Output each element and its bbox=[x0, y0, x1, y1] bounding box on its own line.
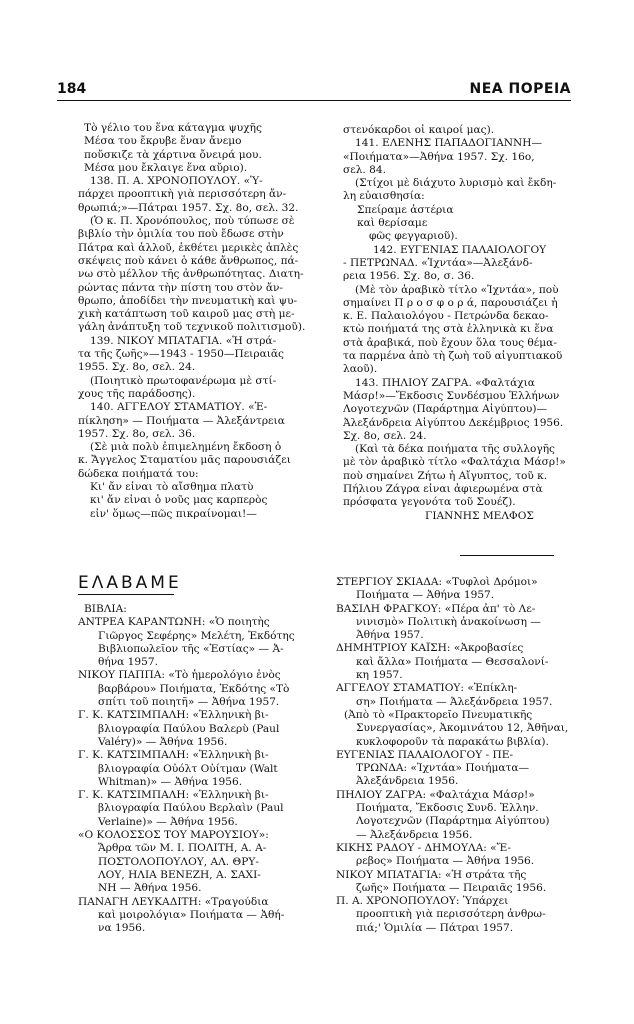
col1-line: εἶν' ὅμως—πῶς πικραίνομαι!— bbox=[90, 507, 257, 520]
col4-line: ρεβος» Ποιήματα — Ἀθήνα 1956. bbox=[356, 855, 535, 868]
col1-line: θρωπιά;»—Πάτραι 1957. Σχ. 8ο, σελ. 32. bbox=[78, 201, 299, 214]
col3-line: Whitman)» — Ἀθήνα 1956. bbox=[98, 775, 243, 788]
col3-line: βλιογραφία Παύλου Βαλερὺ (Paul bbox=[98, 722, 280, 735]
col4-line: ΤΡΩΝΔΑ: «Ἰχντάα» Ποιήματα— bbox=[356, 762, 530, 775]
col3-line: ΑΝΤΡΕΑ ΚΑΡΑΝΤΩΝΗ: «Ὁ ποιητὴς bbox=[78, 616, 270, 629]
journal-title: ΝΕΑ ΠΟΡΕΙΑ bbox=[469, 81, 571, 97]
col2-line: τα παρμένα ἀπὸ τὴ ζωὴ τοῦ αἰγυπτιακοῦ bbox=[343, 350, 563, 363]
col1-line: δώδεκα ποιήματά του: bbox=[78, 467, 199, 480]
col2-line: Σχ. 8ο, σελ. 24. bbox=[343, 429, 427, 442]
col4-line: ΣΤΕΡΓΙΟΥ ΣΚΙΑΔΑ: «Τυφλοὶ Δρόμοι» bbox=[336, 576, 538, 588]
col3-line: βλιογραφία Οὐόλτ Οὐίτμαν (Walt bbox=[98, 762, 278, 775]
col1-line: τα τῆς ζωῆς»—1943 - 1950—Πειραιᾶς bbox=[78, 348, 284, 361]
col3-line: βλιογραφία Παύλου Βερλαὶν (Paul bbox=[98, 802, 284, 815]
col1-line: θρωπο, ἀποδίδει τὴν πνευματικὴ καὶ ψυ- bbox=[78, 294, 298, 307]
col4-line: ΑΓΓΕΛΟΥ ΣΤΑΜΑΤΙΟΥ: «Ἐπίκλη- bbox=[336, 682, 518, 695]
column-right-bottom bbox=[336, 576, 576, 935]
col4-line: νινισμὸ» Πολιτικὴ ἀνακοίνωση — bbox=[356, 615, 541, 628]
col2-line: καὶ θερίσαμε bbox=[357, 217, 428, 230]
col1-line: χους τῆς παράδοσης). bbox=[78, 387, 196, 400]
col1-line: σκέψεις ποὺ κάνει ὁ κάθε ἄνθρωπος, πά- bbox=[78, 254, 299, 267]
col3-line: Verlaine)» — Ἀθήνα 1956. bbox=[98, 815, 238, 828]
col2-line: στενόκαρδοι οἱ καιροί μας). bbox=[343, 124, 495, 136]
col1-line: πάρχει προοπτικὴ γιὰ περισσότερη ἄν- bbox=[78, 188, 287, 201]
column-left-top bbox=[78, 122, 310, 521]
col4-line: κυκλοφοροῦν τὰ παρακάτω βιβλία). bbox=[356, 735, 549, 748]
col2-line: Σπείραμε ἀστέρια bbox=[357, 203, 454, 216]
col1-line: χικὴ κατάπτωση τοῦ καιροῦ μας στὴ με- bbox=[78, 308, 295, 321]
col3-line: καὶ μοιρολόγια» Ποιήματα — Ἀθή- bbox=[98, 908, 285, 921]
col4-line: Ἀλεξάνδρεια 1956. bbox=[356, 775, 459, 788]
signature-rule bbox=[460, 555, 554, 556]
col4-line: — Ἀλεξάνδρεια 1956. bbox=[356, 828, 473, 841]
col2-line: σημαίνει Π ρ ο σ φ ο ρ ά, παρουσιάζει ἡ bbox=[343, 296, 558, 309]
col3-line: Γ. Κ. ΚΑΤΣΙΜΠΑΛΗ: «Ἑλληνικὴ βι- bbox=[78, 789, 269, 802]
col2-line: 143. ΠΗΛΙΟΥ ΖΑΓΡΑ. «Φαλτάχια bbox=[355, 376, 535, 389]
col4-line: Λογοτεχνῶν (Παράρτημα Αἰγύπτου) bbox=[356, 815, 550, 828]
col3-line: ΝΙΚΟΥ ΠΑΠΠΑ: «Τὸ ἡμερολόγιο ἑνὸς bbox=[78, 669, 281, 682]
col1-line: Κι' ἄν εἶναι τὸ αἴσθημα πλατὺ bbox=[90, 481, 254, 494]
col1-line: ρώντας πάντα τὴν πίστη του στὸν ἄν- bbox=[78, 281, 283, 294]
col4-line: ΕΥΓΕΝΙΑΣ ΠΑΛΑΙΟΛΟΓΟΥ - ΠΕ- bbox=[336, 748, 514, 761]
col2-line: σελ. 84. bbox=[343, 163, 387, 176]
page-header bbox=[57, 79, 571, 101]
col1-line: βιβλίο τὴν ὁμιλία του ποὺ ἔδωσε στὴν bbox=[78, 228, 284, 241]
col4-line: Ἀθήνα 1957. bbox=[356, 629, 424, 642]
section-title: ΕΛΑΒΑΜΕ bbox=[78, 573, 182, 593]
col2-line: μὲ τὸν ἀραβικὸ τίτλο «Φαλτάχια Μάσρ!» bbox=[343, 456, 566, 469]
col1-line: (Ποιητικὸ πρωτοφανέρωμα μὲ στί- bbox=[90, 374, 277, 387]
col1-line: (Σὲ μιὰ πολὺ ἐπιμελημένη ἔκδοση ὁ bbox=[90, 441, 282, 454]
col4-line: ΚΙΚΗΣ ΡΑΔΟΥ - ΔΗΜΟΥΛΑ: «Ἔ- bbox=[336, 841, 511, 854]
col3-line: βαρβάρου» Ποιήματα, Ἐκδότης «Τὸ bbox=[98, 682, 290, 695]
col2-line: ποὺ σημαίνει Ζήτω ἡ Αἴγυπτος, τοῦ κ. bbox=[343, 469, 548, 482]
col3-line: ΒΙΒΛΙΑ: bbox=[84, 603, 127, 615]
col4-line: ΒΑΣΙΛΗ ΦΡΑΓΚΟΥ: «Πέρα ἀπ' τὸ Λε- bbox=[336, 602, 536, 615]
col4-line: ΔΗΜΗΤΡΙΟΥ ΚΑΪΣΗ: «Ἀκροβασίες bbox=[336, 642, 524, 655]
col1-line: 1955. Σχ. 8ο, σελ. 24. bbox=[78, 361, 196, 374]
col3-line: ΝΗ — Ἀθήνα 1956. bbox=[98, 882, 202, 895]
col1-line: Τὸ γέλιο του ἕνα κάταγμα ψυχῆς bbox=[84, 122, 262, 134]
col2-line: (Μὲ τὸν ἀραβικὸ τίτλο «Ἰχντάα», ποὺ bbox=[355, 283, 559, 296]
col4-line: προοπτικὴ γιὰ περισσότερη ἀνθρω- bbox=[356, 908, 546, 921]
col3-line: ΠΑΝΑΓΗ ΛΕΥΚΑΔΙΤΗ: «Τραγούδια bbox=[78, 895, 269, 908]
col1-line: ποὔσκιζε τὰ χάρτινα ὄνειρά μου. bbox=[84, 148, 262, 161]
col4-line: Π. Α. ΧΡΟΝΟΠΟΥΛΟΥ: Ὑπάρχει bbox=[336, 895, 509, 908]
col2-line: φῶς φεγγαριοῦ). bbox=[369, 230, 458, 243]
col2-line: 141. ΕΛΕΝΗΣ ΠΑΠΑΔΟΓΙΑΝΝΗ— bbox=[355, 137, 543, 150]
col4-line: Ποιήματα, Ἔκδοσις Συνδ. Ἑλλην. bbox=[356, 802, 539, 815]
col2-line: (Στίχοι μὲ διάχυτο λυρισμὸ καὶ ἔκδη- bbox=[355, 177, 557, 190]
col4-line: καὶ ἄλλα» Ποιήματα — Θεσσαλονί- bbox=[356, 655, 549, 668]
col1-line: Μέσα του ἔκρυβε ἕναν ἄνεμο bbox=[84, 135, 242, 148]
col1-line: κι' ἄν εἶναι ὁ νοῦς μας καρπερὸς bbox=[90, 494, 268, 507]
header-rule bbox=[57, 100, 571, 101]
col2-line: Μάσρ!»—Ἔκδοσις Συνδέσμου Ἑλλήνων bbox=[343, 389, 560, 402]
col3-line: «Ο ΚΟΛΟΣΣΟΣ ΤΟΥ ΜΑΡΟΥΣΙΟΥ»: bbox=[78, 829, 269, 842]
col3-line: Valéry)» — Ἀθήνα 1956. bbox=[98, 735, 228, 748]
col4-line: κη 1957. bbox=[356, 669, 403, 682]
col2-line: 142. ΕΥΓΕΝΙΑΣ ΠΑΛΑΙΟΛΟΓΟΥ bbox=[373, 243, 547, 256]
col4-line: (Ἀπὸ τὸ «Πρακτορεῖο Πνευματικῆς bbox=[344, 708, 533, 721]
col2-line: - ΠΕΤΡΩΝΑΔ. «Ἰχντάα»—Ἀλεξάνδ- bbox=[343, 256, 533, 269]
col1-line: γάλη ἀνάπτυξη τοῦ τεχνικοῦ πολιτισμοῦ). bbox=[78, 321, 306, 334]
col3-line: ΛΟΥ, ΗΛΙΑ ΒΕΝΕΖΗ, Α. ΣΑΧΙ- bbox=[98, 868, 261, 881]
col4-line: ζωῆς» Ποιήματα — Πειραιᾶς 1956. bbox=[356, 881, 547, 894]
col3-line: ΠΟΣΤΟΛΟΠΟΥΛΟΥ, ΑΛ. ΘΡΥ- bbox=[98, 855, 259, 868]
col4-line: Ποιήματα — Ἀθήνα 1957. bbox=[356, 589, 495, 602]
col1-line: πίκληση» — Ποιήματα — Ἀλεξάντρεια bbox=[78, 414, 285, 427]
col2-line: πρόσφατα γεγονότα τοῦ Σουέζ). bbox=[343, 496, 516, 509]
col2-line: ΓΙΑΝΝΗΣ ΜΕΛΦΟΣ bbox=[425, 509, 534, 522]
col3-line: Γ. Κ. ΚΑΤΣΙΜΠΑΛΗ: «Ἑλληνικὴ βι- bbox=[78, 709, 269, 722]
col3-line: να 1956. bbox=[98, 922, 146, 935]
col1-line: Μέσα μου ἔκλαιγε ἕνα αὔριο). bbox=[84, 161, 248, 174]
col2-line: κτὼ ποιήματά της στὰ ἑλληνικὰ κι ἕνα bbox=[343, 323, 554, 336]
col1-line: Πάτρα καὶ ἀλλοῦ, ἐκθέτει μερικὲς ἁπλὲς bbox=[78, 241, 299, 254]
col3-line: σπίτι τοῦ ποιητῆ» — Ἀθήνα 1957. bbox=[98, 696, 280, 709]
page-number: 184 bbox=[57, 81, 87, 97]
col4-line: ση» Ποιήματα — Ἀλεξάνδρεια 1957. bbox=[356, 695, 553, 708]
col2-line: λαοῦ). bbox=[343, 363, 378, 376]
section-title-rule bbox=[78, 594, 174, 595]
col1-line: (Ὁ κ. Π. Χρονόπουλος, ποὺ τύπωσε σὲ bbox=[90, 215, 295, 228]
col2-line: Πήλιου Ζάγρα εἶναι ἀφιερωμένα στὰ bbox=[343, 483, 543, 496]
col4-line: ΝΙΚΟΥ ΜΠΑΤΑΓΙΑ: «Ἡ στράτα τῆς bbox=[336, 868, 527, 881]
col1-line: 138. Π. Α. ΧΡΟΝΟΠΟΥΛΟΥ. «Ὑ- bbox=[90, 175, 263, 188]
col1-line: 140. ΑΓΓΕΛΟΥ ΣΤΑΜΑΤΙΟΥ. «Ἐ- bbox=[90, 401, 268, 414]
col3-line: Γ. Κ. ΚΑΤΣΙΜΠΑΛΗ: «Ἑλληνικὴ βι- bbox=[78, 749, 269, 762]
col2-line: Λογοτεχνῶν (Παράρτημα Αἰγύπτου)— bbox=[343, 403, 548, 416]
col2-line: κ. Ε. Παλαιολόγου - Πετρώνδα δεκαο- bbox=[343, 310, 549, 323]
column-left-bottom bbox=[78, 603, 318, 935]
col2-line: λη εὐαισθησία: bbox=[343, 190, 425, 203]
col4-line: πιά;' Ὁμιλία — Πάτραι 1957. bbox=[356, 921, 514, 934]
column-right-top bbox=[343, 124, 575, 523]
col2-line: «Ποιήματα»—Ἀθήνα 1957. Σχ. 16ο, bbox=[343, 150, 535, 163]
col2-line: (Καὶ τὰ δέκα ποιήματα τῆς συλλογῆς bbox=[355, 443, 555, 456]
col4-line: Συνεργασίας», Ἀκομινάτου 12, Ἀθῆναι, bbox=[356, 722, 569, 735]
col2-line: Ἀλεξάνδρεια Αἰγύπτου Δεκέμβριος 1956. bbox=[343, 416, 564, 429]
col1-line: 139. ΝΙΚΟΥ ΜΠΑΤΑΓΙΑ. «Ἡ στρά- bbox=[90, 334, 277, 347]
col2-line: στὰ ἀραβικά, ποὺ ἔχουν ὅλα τους θέμα- bbox=[343, 336, 557, 349]
col3-line: Γιῶργος Σεφέρης» Μελέτη, Ἐκδότης bbox=[98, 629, 295, 642]
col3-line: θήνα 1957. bbox=[98, 656, 159, 669]
col1-line: νω στὸ μέλλον τῆς ἀνθρωπότητας. Διατη- bbox=[78, 268, 304, 281]
col4-line: ΠΗΛΙΟΥ ΖΑΓΡΑ: «Φαλτάχια Μάσρ!» bbox=[336, 788, 535, 801]
col1-line: κ. Ἄγγελος Σταματίου μᾶς παρουσιάζει bbox=[78, 454, 291, 467]
col3-line: Ἄρθρα τῶν Μ. Ι. ΠΟΛΙΤΗ, Α. Α- bbox=[98, 842, 267, 855]
col1-line: 1957. Σχ. 8ο, σελ. 36. bbox=[78, 427, 196, 440]
col3-line: Βιβλιοπωλεῖον τῆς «Ἑστίας» — Ἀ- bbox=[98, 642, 284, 655]
col2-line: ρεια 1956. Σχ. 8ο, σ. 36. bbox=[343, 270, 475, 283]
